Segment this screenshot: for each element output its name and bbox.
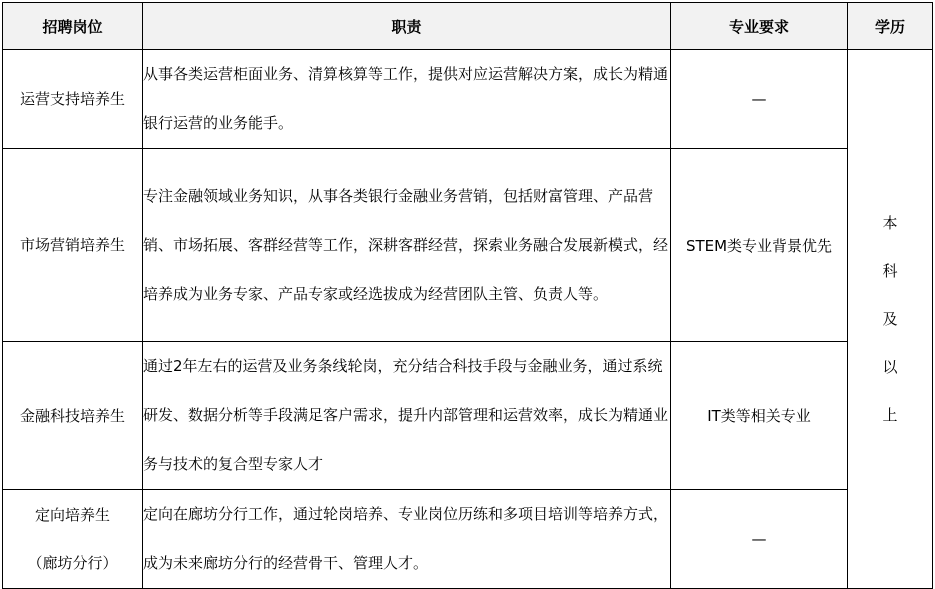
table-row — [3, 342, 933, 490]
header-row — [3, 3, 933, 50]
header-position: 招聘岗位 — [3, 3, 143, 50]
position-name: 定向培养生 — [34, 506, 110, 524]
position-branch: （廊坊分行） — [27, 554, 118, 572]
education-char: 科 — [882, 262, 898, 280]
duty-cell: 通过2年左右的运营及业务条线轮岗，充分结合科技手段与金融业务，通过系统研发、数据分析等手段满足客户需求，提升内部管理和运营效率，成长为精通业务与技术的复合型专家人才 — [143, 342, 671, 490]
position-cell — [3, 50, 143, 149]
table-row — [3, 490, 933, 589]
position-name: 运营支持培养生 — [19, 90, 125, 108]
position-cell — [3, 149, 143, 342]
position-cell — [3, 490, 143, 589]
table-row — [3, 149, 933, 342]
header-major: 专业要求 — [671, 3, 848, 50]
education-char: 及 — [882, 310, 898, 328]
header-education: 学历 — [848, 3, 933, 50]
education-char: 上 — [882, 406, 898, 424]
duty-cell: 定向在廊坊分行工作，通过轮岗培养、专业岗位历练和多项目培训等培养方式，成为未来廊坊分行的经营骨干、管理人才。 — [143, 490, 671, 589]
education-char: 以 — [882, 358, 898, 376]
position-name: 市场营销培养生 — [19, 236, 125, 254]
duty-cell: 专注金融领域业务知识，从事各类银行金融业务营销，包括财富管理、产品营销、市场拓展、客群经营等工作，深耕客群经营，探索业务融合发展新模式，经培养成为业务专家、产品专家或经选拔成为经营团队主管、负责人等。 — [143, 149, 671, 342]
major-cell: STEM类专业背景优先 — [671, 149, 848, 342]
major-cell: — — [671, 490, 848, 589]
recruitment-table — [2, 2, 933, 589]
major-cell: — — [671, 50, 848, 149]
duty-cell: 从事各类运营柜面业务、清算核算等工作，提供对应运营解决方案，成长为精通银行运营的业务能手。 — [143, 50, 671, 149]
education-cell — [848, 50, 933, 589]
position-cell — [3, 342, 143, 490]
header-duty: 职责 — [143, 3, 671, 50]
table-row — [3, 50, 933, 149]
position-name: 金融科技培养生 — [19, 406, 125, 425]
education-char: 本 — [882, 214, 898, 232]
major-cell: IT类等相关专业 — [671, 342, 848, 490]
